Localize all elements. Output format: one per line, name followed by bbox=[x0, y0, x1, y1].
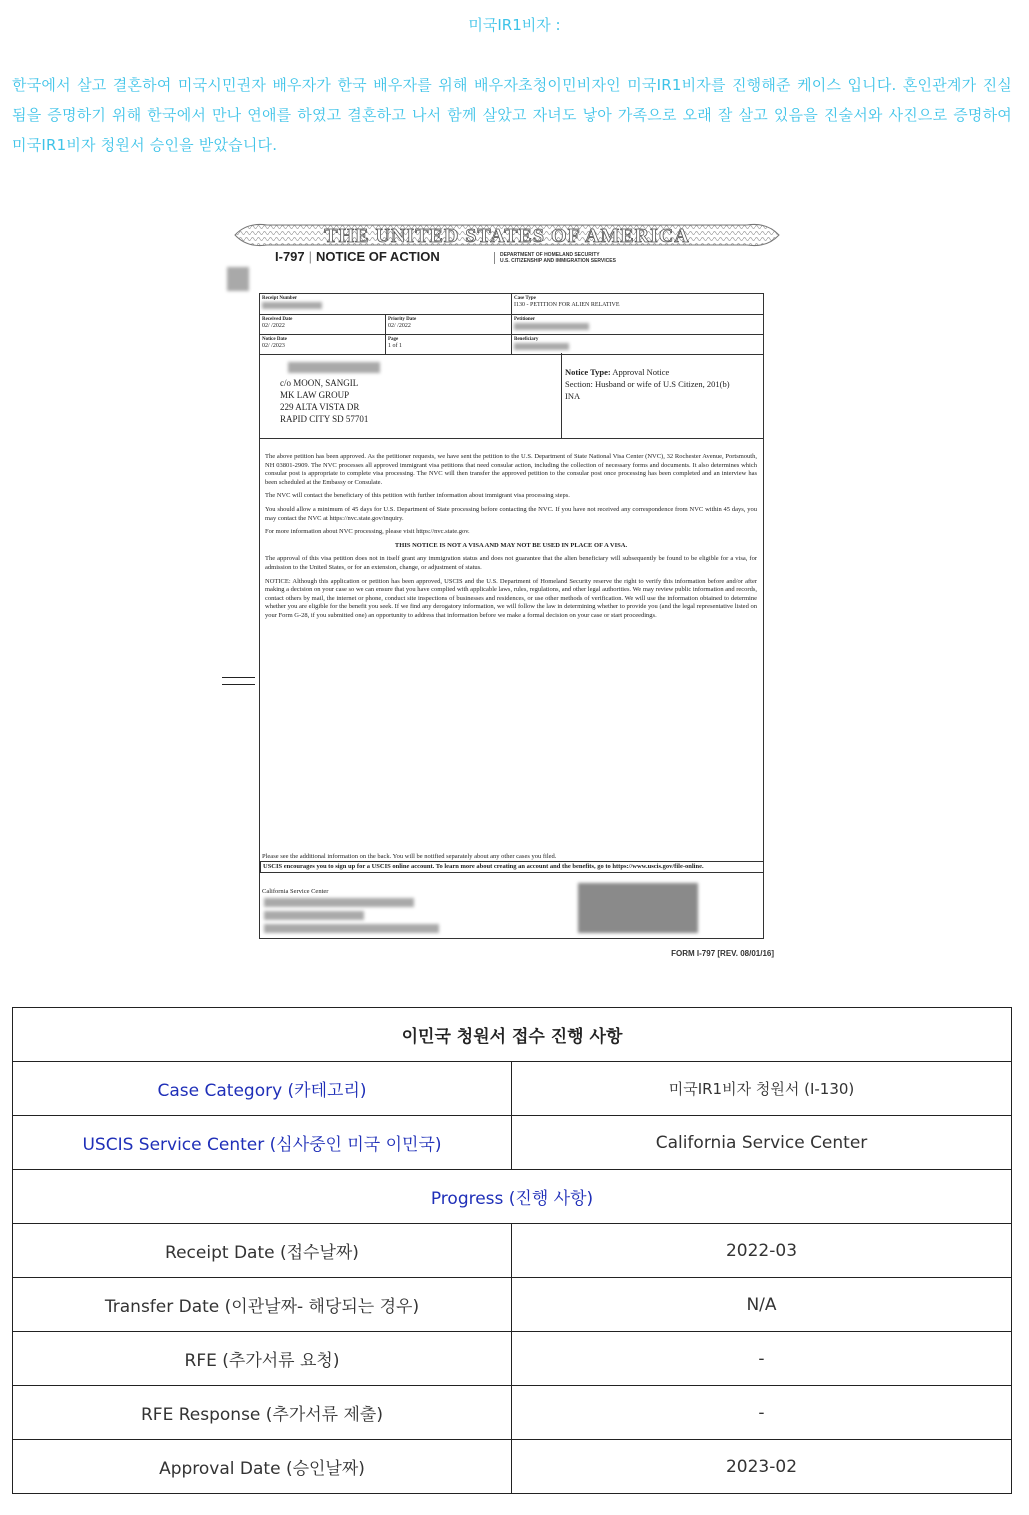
online-account-note: USCIS encourages you to sign up for a USCIS online account. To learn more about creating an account and the benefits, go to https://www.uscis.gov/file-online. bbox=[260, 861, 764, 873]
row-value: 미국IR1비자 청원서 (I-130) bbox=[512, 1062, 1012, 1116]
row-value: 2023-02 bbox=[512, 1440, 1012, 1494]
i797-notice-image bbox=[212, 205, 812, 970]
table-row bbox=[13, 1332, 1012, 1386]
row-label: Case Category (카테고리) bbox=[13, 1062, 512, 1116]
dept-label bbox=[494, 252, 616, 264]
banner-text: THE UNITED STATES OF AMERICA bbox=[324, 225, 690, 247]
address-line: c/o MOON, SANGIL bbox=[280, 378, 359, 388]
case-type-cell bbox=[512, 294, 763, 315]
row-label: Transfer Date (이관날짜- 해당되는 경우) bbox=[13, 1278, 512, 1332]
row-label: Receipt Date (접수날짜) bbox=[13, 1224, 512, 1278]
beneficiary-label: Beneficiary bbox=[514, 337, 539, 342]
address-block bbox=[260, 353, 562, 439]
page-value: 1 of 1 bbox=[388, 343, 402, 349]
notice-body-text bbox=[265, 453, 757, 626]
row-value: - bbox=[512, 1332, 1012, 1386]
notice-paragraph: You should allow a minimum of 45 days for U.S. Department of State processing before contacting the NVC. If you have not received any correspondence from NVC within 45 days, you may contact the NVC at https://nvc.state.gov/inquiry. bbox=[265, 505, 757, 522]
dept-line2: U.S. CITIZENSHIP AND IMMIGRATION SERVICES bbox=[500, 258, 616, 264]
footer-note: Please see the additional information on the back. You will be notified separately about any other cases you filed. bbox=[262, 853, 557, 860]
notice-date-label: Notice Date bbox=[262, 337, 287, 342]
service-center-text: California Service Center bbox=[262, 888, 329, 895]
notice-paragraph: The NVC will contact the beneficiary of this petition with further information about immigrant visa processing steps. bbox=[265, 492, 570, 500]
table-row bbox=[13, 1386, 1012, 1440]
form-code: I-797 bbox=[275, 249, 305, 264]
notice-paragraph: The approval of this visa petition does not in itself grant any immigration status and does not guarantee that the alien beneficiary will subsequently be found to be eligible for a visa, for admission to the United States, or for an extension, change, or adjustment of status. bbox=[265, 555, 757, 571]
received-date-value: 02/ /2022 bbox=[262, 323, 285, 329]
notice-paragraph: NOTICE: Although this application or petition has been approved, USCIS and the U.S. Department of Homeland Security reserve the right to verify this information before and/or after making a decision on your case so we can ensure that you have complied with applicable laws, rules, regulations, and other legal authorities. We may review public information and records, contact others by mail, the internet or phone, conduct site inspections of businesses and residences, or use other methods of verification. We will use the information obtained to determine whether you are eligible for the benefit you seek. If we find any derogatory information, we will follow the law in determining whether to provide you (and the legal representative listed on your Form G-28, if you submitted one) an opportunity to address that information before we make a formal decision on your case or start proceedings. bbox=[265, 577, 757, 619]
petitioner-label: Petitioner bbox=[514, 317, 536, 322]
case-info-box bbox=[259, 293, 764, 355]
notice-type-value: Approval Notice bbox=[612, 367, 670, 377]
address-line: 229 ALTA VISTA DR bbox=[280, 402, 360, 412]
row-label: RFE (추가서류 요청) bbox=[13, 1332, 512, 1386]
notice-paragraph: For more information about NVC processing, please visit https://nvc.state.gov. bbox=[265, 528, 470, 536]
margin-mark bbox=[222, 677, 255, 685]
notice-type-label: Notice Type: bbox=[565, 367, 611, 377]
redacted-block bbox=[227, 267, 249, 291]
page-heading: 미국IR1비자 : bbox=[468, 16, 561, 34]
dept-line1: DEPARTMENT OF HOMELAND SECURITY bbox=[500, 252, 600, 258]
notice-type-block bbox=[561, 353, 763, 439]
table-row bbox=[13, 1116, 1012, 1170]
beneficiary-cell bbox=[512, 335, 763, 354]
table-row bbox=[13, 1224, 1012, 1278]
row-value: 2022-03 bbox=[512, 1224, 1012, 1278]
table-row bbox=[13, 1440, 1012, 1494]
priority-date-label: Priority Date bbox=[388, 317, 417, 322]
form-number: FORM I-797 [REV. 08/01/16] bbox=[671, 949, 774, 958]
case-type-value: I130 - PETITION FOR ALIEN RELATIVE bbox=[514, 302, 620, 308]
page-cell bbox=[386, 335, 512, 354]
section-value-2: INA bbox=[565, 391, 581, 401]
intro-paragraph: 한국에서 살고 결혼하여 미국시민권자 배우자가 한국 배우자를 위해 배우자초청이민비자인 미국IR1비자를 진행해준 케이스 입니다. 혼인관계가 진실 됨을 증명하기 위해 한국에서 만나 연애를 하였고 결혼하고 나서 함께 살았고 자녀도 낳아 가족으로 오래 잘 살고 있음을 진술서와 사진으로 증명하여 미국IR1비자 청원서 승인을 받았습니다. bbox=[12, 76, 1012, 154]
row-value: - bbox=[512, 1386, 1012, 1440]
notice-body-box bbox=[259, 353, 764, 939]
progress-table bbox=[12, 1007, 1012, 1494]
case-type-label: Case Type bbox=[514, 296, 536, 301]
table-title: 이민국 청원서 접수 진행 사항 bbox=[13, 1008, 1012, 1062]
row-label: RFE Response (추가서류 제출) bbox=[13, 1386, 512, 1440]
row-value: N/A bbox=[512, 1278, 1012, 1332]
receipt-number-label: Receipt Number bbox=[262, 296, 298, 301]
received-date-label: Received Date bbox=[262, 317, 293, 322]
table-row bbox=[13, 1278, 1012, 1332]
petitioner-cell bbox=[512, 315, 763, 335]
not-a-visa-warning: THIS NOTICE IS NOT A VISA AND MAY NOT BE USED IN PLACE OF A VISA. bbox=[394, 541, 628, 549]
receipt-number-cell bbox=[260, 294, 512, 315]
banner-graphic bbox=[227, 218, 787, 252]
row-label: Approval Date (승인날짜) bbox=[13, 1440, 512, 1494]
progress-header: Progress (진행 사항) bbox=[13, 1170, 1012, 1224]
address-line: RAPID CITY SD 57701 bbox=[280, 414, 369, 424]
priority-date-cell bbox=[386, 315, 512, 335]
row-value: California Service Center bbox=[512, 1116, 1012, 1170]
section-value: Section: Husband or wife of U.S Citizen, 201(b) bbox=[565, 379, 730, 389]
redacted-barcode bbox=[578, 883, 698, 933]
notice-paragraph: The above petition has been approved. As the petitioner requests, we have sent the petition to the U.S. Department of State National Visa Center (NVC), 32 Rochester Avenue, Portsmouth, NH 03801-2909. The NVC processes all approved immigrant visa petitions that need consular action, including the collection of necessary forms and documents. It also determines which consular post is appropriate to complete visa processing. The NVC will then transfer the approved petition to the consular post once processing has been completed and an interview has been scheduled at the Embassy or Consulate. bbox=[265, 453, 757, 486]
row-label: USCIS Service Center (심사중인 미국 이민국) bbox=[13, 1116, 512, 1170]
received-date-cell bbox=[260, 315, 386, 335]
page-label: Page bbox=[388, 337, 399, 342]
address-line: MK LAW GROUP bbox=[280, 390, 350, 400]
table-row bbox=[13, 1062, 1012, 1116]
form-title: I-797 | NOTICE OF ACTION bbox=[275, 249, 440, 264]
priority-date-value: 02/ /2022 bbox=[388, 323, 411, 329]
notice-date-cell bbox=[260, 335, 386, 354]
notice-date-value: 02/ /2023 bbox=[262, 343, 285, 349]
form-title-text: NOTICE OF ACTION bbox=[316, 249, 440, 264]
